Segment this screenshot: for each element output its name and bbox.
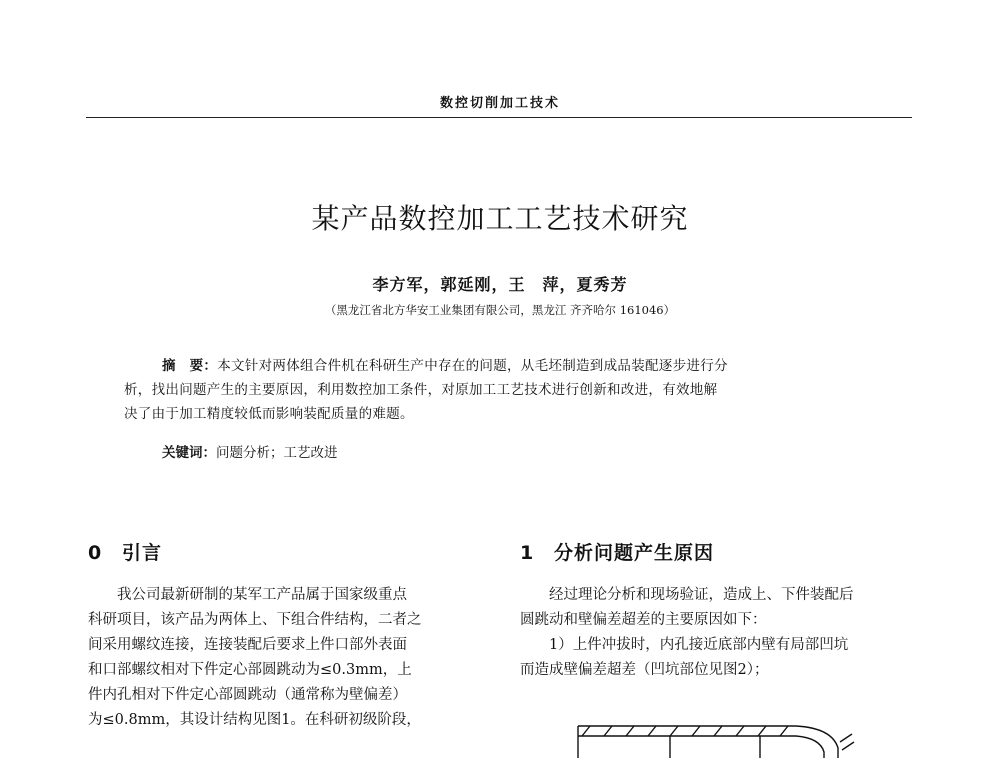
abstract-line: 析，找出问题产生的主要原因，利用数控加工条件，对原加工工艺技术进行创新和改进，有效地解 [124, 382, 718, 398]
running-header: 数控切削加工技术 [439, 96, 560, 111]
introduction-body [88, 583, 488, 733]
body-line: 而造成壁偏差超差（凹坑部位见图2）； [520, 662, 769, 678]
section-number: 1 [520, 542, 535, 564]
abstract-line: 决了由于加工精度较低而影响装配质量的难题。 [124, 406, 414, 422]
section-number: 0 [88, 542, 103, 564]
body-line: 1）上件冲拔时，内孔接近底部内壁有局部凹坑 [520, 637, 849, 653]
authors: 李方军，郭延刚，王 萍，夏秀芳 [372, 275, 628, 294]
body-line: 为≤0.8mm，其设计结构见图1。在科研初级阶段， [88, 712, 421, 728]
header-rule [86, 117, 912, 118]
keywords [162, 442, 338, 464]
analysis-body [520, 583, 920, 683]
abstract-line: 本文针对两体组合件机在科研生产中存在的问题，从毛坯制造到成品装配逐步进行分 [217, 358, 728, 374]
section-title: 引言 [122, 542, 163, 564]
figure-partial-drawing [570, 718, 870, 758]
affiliation: （黑龙江省北方华安工业集团有限公司，黑龙江 齐齐哈尔 161046） [324, 303, 676, 317]
section-title: 分析问题产生原因 [554, 542, 715, 564]
keywords-text: 问题分析；工艺改进 [216, 445, 338, 461]
body-line: 圆跳动和壁偏差超差的主要原因如下： [520, 612, 767, 628]
body-line: 间采用螺纹连接，连接装配后要求上件口部外表面 [88, 637, 407, 653]
abstract-label: 摘 要： [162, 358, 218, 374]
body-line: 件内孔相对下件定心部圆跳动（通常称为壁偏差） [88, 687, 407, 703]
keywords-label: 关键词： [162, 445, 216, 461]
figure-hatching [578, 726, 854, 758]
section-heading-introduction [88, 538, 162, 565]
body-line: 我公司最新研制的某军工产品属于国家级重点 [88, 587, 407, 603]
abstract [124, 354, 884, 426]
paper-title: 某产品数控加工工艺技术研究 [311, 202, 689, 235]
section-heading-analysis [520, 538, 714, 565]
body-line: 和口部螺纹相对下件定心部圆跳动为≤0.3mm，上 [88, 662, 412, 678]
body-line: 经过理论分析和现场验证，造成上、下件装配后 [520, 587, 854, 603]
body-line: 科研项目，该产品为两体上、下组合件结构，二者之 [88, 612, 422, 628]
